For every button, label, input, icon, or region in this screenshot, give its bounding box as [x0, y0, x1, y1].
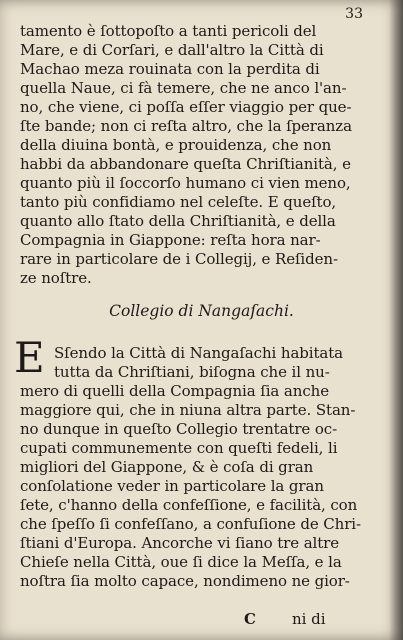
- text-line: migliori del Giappone, & è coſa di gran: [20, 458, 314, 476]
- text-line: maggiore qui, che in niuna altra parte. Stan-: [20, 401, 356, 419]
- text-line: Chieſe nella Città, oue ſi dice la Meſſa, e la: [20, 553, 342, 571]
- text-line: della diuina bontà, e prouidenza, che non: [20, 136, 332, 154]
- text-line: mero di quelli della Compagnia ſia anche: [20, 382, 329, 400]
- text-line: no dunque in queſto Collegio trentatre oc-: [20, 420, 338, 438]
- catchwords-row: [244, 610, 354, 628]
- text-line: ze noſtre.: [20, 269, 92, 287]
- text-line: tanto più confidiamo nel celeſte. E queſto,: [20, 193, 337, 211]
- text-line: cupati communemente con queſti fedeli, li: [20, 439, 338, 457]
- text-line: quanto più il ſoccorſo humano ci vien meno,: [20, 174, 351, 192]
- text-line: tamento è ſottopoſto a tanti pericoli del: [20, 22, 317, 40]
- text-line: che ſpeſſo ſi confeſſano, a confuſione de Chri-: [20, 515, 361, 533]
- text-line: Mare, e di Corſari, e dall'altro la Città di: [20, 41, 324, 59]
- text-line: ſtiani d'Europa. Ancorche vi ſiano tre altre: [20, 534, 340, 552]
- page-number: 33: [345, 6, 363, 22]
- text-line: Machao meza rouinata con la perdita di: [20, 60, 320, 78]
- text-line: no, che viene, ci poſſa eſſer viaggio per que-: [20, 98, 352, 116]
- text-line: tutta da Chriſtiani, biſogna che il nu-: [54, 363, 330, 381]
- text-line: habbi da abbandonare queſta Chriſtianità, e: [20, 155, 351, 173]
- text-line: quanto allo ſtato della Chriſtianità, e della: [20, 212, 336, 230]
- text-line: Compagnia in Giappone: reſta hora nar-: [20, 231, 321, 249]
- text-line: Sſendo la Città di Nangaſachi habitata: [54, 344, 344, 362]
- signature-mark: C: [244, 610, 256, 628]
- text-line: conſolatione veder in particolare la gran: [20, 477, 324, 495]
- section-heading: Collegio di Nangaſachi.: [109, 302, 294, 320]
- drop-cap: E: [14, 333, 45, 382]
- text-line: rare in particolare de i Collegij, e Reſiden-: [20, 250, 338, 268]
- text-line: ſete, c'hanno della confeſſione, e facilità, con: [20, 496, 358, 514]
- catchword: ni di: [291, 610, 326, 628]
- page-edge-shadow: [389, 0, 403, 640]
- text-line: quella Naue, ci fà temere, che ne anco l'an-: [20, 79, 347, 97]
- text-line: noſtra ſia molto capace, nondimeno ne gior-: [20, 572, 350, 590]
- text-line: ſte bande; non ci reſta altro, che la ſperanza: [20, 117, 352, 135]
